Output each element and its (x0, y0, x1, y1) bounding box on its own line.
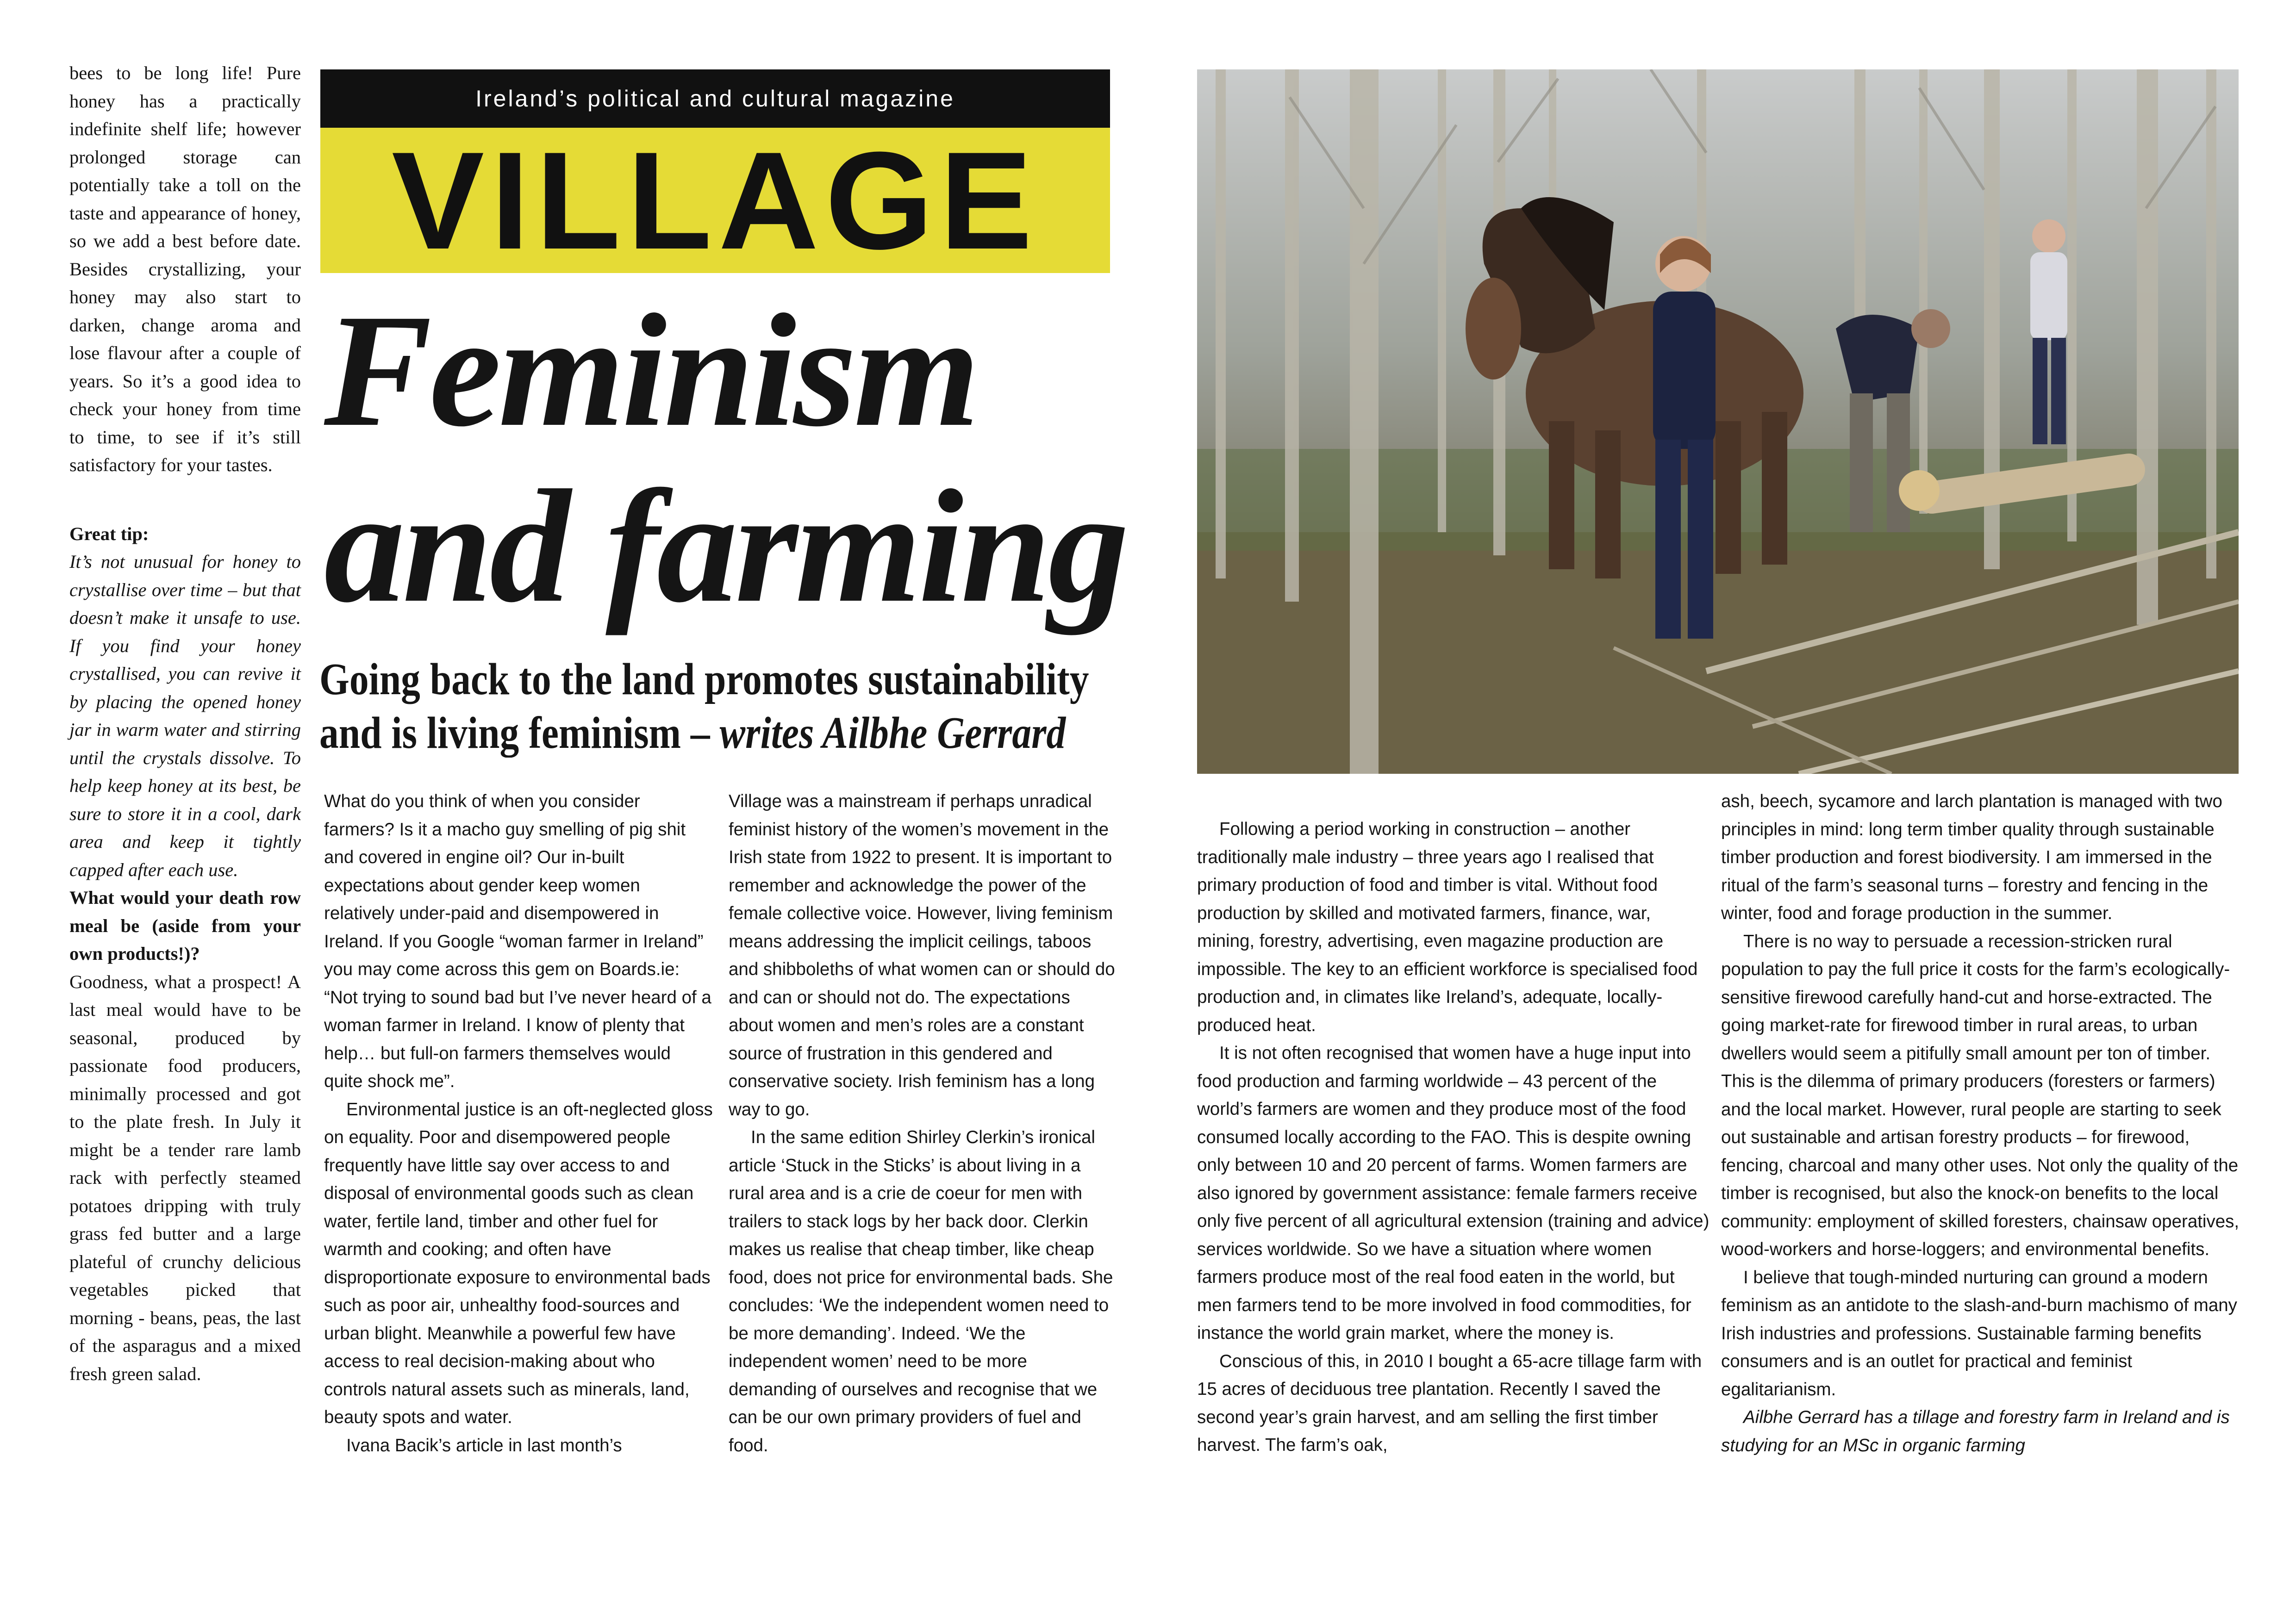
subhead-line-1: Going back to the land promotes sustainability (319, 654, 1089, 704)
body-column-1 (324, 788, 713, 1460)
author-bio: Ailbhe Gerrard has a tillage and forestry farm in Ireland and is studying for an MSc in organic farming (1721, 1407, 2230, 1455)
tip-heading: Great tip: (69, 523, 149, 544)
article-subhead (319, 653, 1148, 760)
body-paragraph: Ivana Bacik’s article in last month’s (346, 1435, 622, 1455)
masthead-logo: VILLAGE (391, 128, 1039, 273)
subhead-line-2 (319, 706, 1148, 760)
subhead-line-2-text: and is living feminism – (319, 708, 720, 758)
photo-illustration (1197, 69, 2239, 774)
body-column-2 (729, 788, 1117, 1460)
body-paragraph: Village was a mainstream if perhaps unradical feminist history of the women’s movement in the Irish state from 1922 to present. It is important to remember and acknowledge the power of the female collective voice. However, living feminism means addressing the implicit ceilings, taboos and shibboleths of what women can or should do and can or should not do. The expectations about women and men’s roles are a constant source of frustration in this gendered and conservative society. Irish feminism has a long way to go. (729, 791, 1115, 1119)
article-headline (324, 282, 1129, 634)
sidebar-gap (69, 479, 301, 520)
body-paragraph: I believe that tough-minded nurturing can ground a modern feminism as an antidote to the slash-and-burn machismo of many Irish industries and professions. Sustainable farming benefits consumers and is an outlet for practical and feminist egalitarianism. (1721, 1267, 2237, 1399)
body-paragraph: There is no way to persuade a recession-stricken rural population to pay the full price it costs for the farm’s ecologically-sensitive firewood carefully hand-cut and horse-extracted. The going market-rate for firewood timber in rural areas, to urban dwellers would seem a pitifully small amount per ton of timber. This is the dilemma of primary producers (foresters or farmers) and the local market. However, rural people are starting to seek out sustainable and artisan forestry products – for firewood, fencing, charcoal and many other uses. Not only the quality of the timber is recognised, but also the knock-on benefits to the local community: employment of skilled foresters, chainsaw operatives, wood-workers and horse-loggers; and environmental benefits. (1721, 931, 2240, 1259)
masthead-tagline: Ireland’s political and cultural magazine (320, 69, 1110, 128)
body-column-4 (1721, 788, 2242, 1460)
body-paragraph: ash, beech, sycamore and larch plantation is managed with two principles in mind: long term timber quality through sustainable timber production and forest biodiversity. I am immersed in the ritual of the farm’s seasonal turns – forestry and fencing in the winter, food and forage production in the summer. (1721, 791, 2222, 923)
question-heading: What would your death row meal be (aside from your own products!)? (69, 887, 301, 964)
headline-line-2: and farming (324, 456, 1127, 636)
body-column-3 (1197, 815, 1711, 1460)
body-paragraph: Environmental justice is an oft-neglected gloss on equality. Poor and disempowered people frequently have little say over access to and disposal of environmental goods such as clean water, fertile land, timber and other fuel for warmth and cooking; and often have disproportionate exposure to environmental bads such as poor air, unhealthy food-sources and urban blight. Meanwhile a powerful few have access to real decision-making about who controls natural assets such as minerals, land, beauty spots and water. (324, 1099, 713, 1427)
sidebar-column (69, 59, 301, 1388)
body-paragraph: In the same edition Shirley Clerkin’s ironical article ‘Stuck in the Sticks’ is about living in a rural area and is a crie de coeur for men with trailers to stack logs by her back door. Clerkin makes us realise that cheap timber, like cheap food, does not price for environmental bads. She concludes: ‘We the independent women need to be more demanding’. Indeed. ‘We the independent women’ need to be more demanding of ourselves and recognise that we can be our own primary providers of fuel and food. (729, 1127, 1113, 1455)
masthead-band (320, 128, 1110, 273)
sidebar-paragraph: bees to be long life! Pure honey has a practically indefinite shelf life; however prolonged storage can potentially take a toll on the taste and appearance of honey, so we add a best before date. Besides crystallizing, your honey may also start to darken, change aroma and lose flavour after a couple of years. So it’s a good idea to check your honey from time to time, to see if it’s still satisfactory for your tastes. (69, 62, 301, 475)
body-paragraph: What do you think of when you consider farmers? Is it a macho guy smelling of pig shit and covered in engine oil? Our in-built expectations about gender keep women relatively under-paid and disempowered in Ireland. If you Google “woman farmer in Ireland” you may come across this gem on Boards.ie: “Not trying to sound bad but I’ve never heard of a woman farmer in Ireland. I know of plenty that help… but full-on farmers themselves would quite shock me”. (324, 791, 711, 1091)
photo-background-person (2030, 219, 2067, 444)
body-paragraph: Conscious of this, in 2010 I bought a 65-acre tillage farm with 15 acres of deciduous tree plantation. Recently I saved the second year’s grain harvest, and am selling the first timber harvest. The farm’s oak, (1197, 1351, 1702, 1455)
article-photo (1197, 69, 2239, 774)
byline: writes Ailbhe Gerrard (719, 708, 1066, 758)
body-paragraph: It is not often recognised that women have a huge input into food production and farming worldwide – 43 percent of the world’s farmers are women and they produce most of the food consumed locally according to the FAO. This is despite owning only between 10 and 20 percent of farms. Women farmers are also ignored by government assistance: female farmers receive only five percent of all agricultural extension (training and advice) services worldwide. So we have a situation where women farmers produce most of the real food eaten in the world, but men farmers tend to be more involved in food commodities, for instance the world grain market, where the money is. (1197, 1043, 1710, 1343)
headline-line-1: Feminism (324, 280, 977, 460)
question-answer: Goodness, what a prospect! A last meal would have to be seasonal, produced by passionate food producers, minimally processed and got to the plate fresh. In July it might be a tender rare lamb rack with perfectly steamed potatoes dripping with truly grass fed butter and a large plateful of crunchy delicious vegetables picked that morning - beans, peas, the last of the asparagus and a mixed fresh green salad. (69, 971, 301, 1384)
tip-text: It’s not unusual for honey to crystallise over time – but that doesn’t make it unsafe to use. If you find your honey crystallised, you can revive it by placing the opened honey jar in warm water and stirring until the crystals dissolve. To help keep honey at its best, be sure to store it in a cool, dark area and keep it tightly capped after each use. (69, 551, 301, 880)
body-paragraph: Following a period working in construction – another traditionally male industry – three years ago I realised that primary production of food and timber is vital. Without food production by skilled and motivated farmers, finance, war, mining, forestry, advertising, even magazine production are impossible. The key to an efficient workforce is specialised food production and, in climates like Ireland’s, adequate, locally-produced heat. (1197, 819, 1698, 1035)
